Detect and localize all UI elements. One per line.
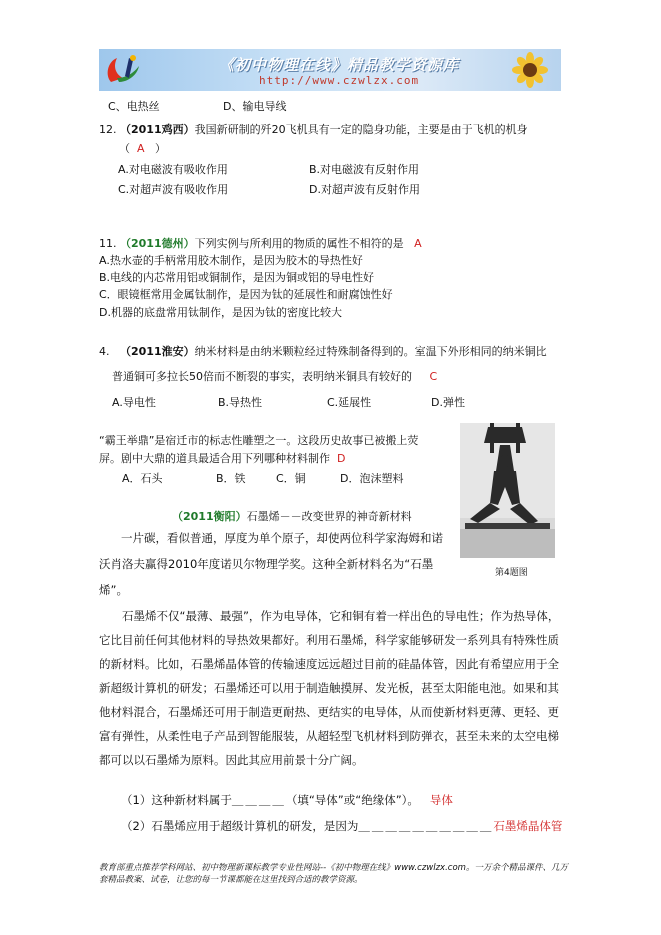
- question-stem-line1: 纳米材料是由纳米颗粒经过特殊制备得到的。室温下外形相同的纳米铜比: [194, 345, 547, 358]
- question-number: 11.: [99, 237, 117, 250]
- question-source: （2011德州）: [120, 237, 195, 250]
- answer: A: [414, 237, 422, 250]
- question-number: 4.: [99, 345, 110, 358]
- answer: A: [137, 142, 145, 155]
- statue-photo: [460, 423, 555, 558]
- option-b: B.对电磁波有反射作用: [309, 163, 420, 176]
- question-stem: 下列实例与所利用的物质的属性不相符的是: [194, 237, 404, 250]
- passage-p1-line1: 一片碳，看似普通，厚度为单个原子，却使两位科学家海姆和诺: [121, 531, 443, 545]
- passage-p2: 石墨烯不仅“最薄、最强”，作为电导体，它和铜有着一样出色的导电性；作为热导体，它比目前任何其他材料的导热效果都好。利用石墨烯，科学家能够研发一系列具有特殊性质的新材料。比如，石墨烯晶体管的传输速度远远超过目前的硅晶体管，因此有希望应用于全新超级计算机的研发；石墨烯还可以用于制造触摸屏、发光板，甚至太阳能电池。如果和其他材料混合，石墨烯还可用于制造更耐热、更结实的电导体，从而使新材料更薄、更轻、更富有弹性，从柔性电子产品到智能服装，从超轻型飞机材料到防弹衣，甚至未来的太空电梯都可以以石墨烯为原料。因此其应用前景十分广阔。: [99, 609, 560, 767]
- question-statue-line1: “霸王举鼎”是宿迁市的标志性雕塑之一。这段历史故事已被搬上荧: [99, 434, 419, 447]
- question-12: [99, 121, 528, 137]
- option-a: A.对电磁波有吸收作用: [118, 163, 228, 176]
- answer: 石墨烯晶体管: [493, 819, 563, 833]
- answer: C: [429, 370, 438, 383]
- passage-p1-line3: 烯”。: [99, 583, 128, 597]
- page-footer: 教育部重点推荐学科网站、初中物理新课标教学专业性网站--《初中物理在线》www.czwlzx.com。一万余个精品课件、几万套精品教案、试卷，让您的每一节课都能在这里找到合适的教学资源。: [99, 863, 568, 885]
- question-number: 12.: [99, 123, 117, 136]
- option-b: B．铁: [216, 472, 246, 485]
- header-banner: [99, 49, 561, 91]
- option-d: D.对超声波有反射作用: [309, 183, 420, 196]
- sunflower-icon: [505, 51, 555, 89]
- option-a: A.热水壶的手柄常用胶木制作，是因为胶木的导热性好: [99, 254, 363, 267]
- passage-source: （2011衡阳）: [172, 510, 247, 523]
- passage-p1-line2: 沃肖洛夫赢得2010年度诺贝尔物理学奖。这种全新材料名为“石墨: [99, 557, 434, 571]
- answer: D: [337, 452, 346, 465]
- site-logo-icon: [103, 52, 145, 88]
- question-source: （2011淮安）: [120, 345, 195, 358]
- figure-caption: 第4题图: [495, 568, 528, 578]
- banner-url[interactable]: http://www.czwlzx.com: [259, 74, 420, 87]
- option-c: C、电热丝: [108, 100, 160, 113]
- option-c: C.对超声波有吸收作用: [118, 183, 229, 196]
- option-b: B.电线的内芯常用铝或铜制作，是因为铜或铝的导电性好: [99, 271, 375, 284]
- question-4: [99, 343, 547, 359]
- passage-title: 石墨烯－－改变世界的神奇新材料: [246, 510, 412, 523]
- banner-title: 《初中物理在线》精品教学资源库: [219, 56, 460, 74]
- option-c: C．眼镜框常用金属钛制作，是因为钛的延展性和耐腐蚀性好: [99, 288, 393, 301]
- sub-question-1: （1）这种新材料属于＿＿＿＿（填“导体”或“绝缘体”）。 导体: [121, 793, 453, 807]
- option-c: C.延展性: [327, 396, 372, 409]
- option-b: B.导热性: [218, 396, 263, 409]
- option-d: D、输电导线: [223, 100, 287, 113]
- passage-heading: [172, 508, 412, 524]
- sub-question-2: （2）石墨烯应用于超级计算机的研发，是因为＿＿＿＿＿＿＿＿＿＿石墨烯晶体管: [121, 819, 563, 833]
- question-stem: 我国新研制的歼20飞机具有一定的隐身功能，主要是由于飞机的机身: [194, 123, 528, 136]
- question-statue-line2: 屏。剧中大鼎的道具最适合用下列哪种材料制作 D: [99, 452, 346, 465]
- option-d: D．泡沫塑料: [340, 472, 404, 485]
- option-a: A.导电性: [112, 396, 156, 409]
- question-11: [99, 235, 422, 251]
- answer: 导体: [429, 793, 453, 807]
- question-stem-line2: 普通铜可多拉长50倍而不断裂的事实，表明纳米铜具有较好的 C: [112, 370, 438, 383]
- option-a: A．石头: [122, 472, 163, 485]
- option-d: D.弹性: [431, 396, 465, 409]
- question-source: （2011鸡西）: [120, 123, 195, 136]
- option-c: C．铜: [276, 472, 306, 485]
- option-d: D.机器的底盘常用钛制作，是因为钛的密度比较大: [99, 306, 342, 319]
- answer-paren: （ A ）: [119, 142, 167, 155]
